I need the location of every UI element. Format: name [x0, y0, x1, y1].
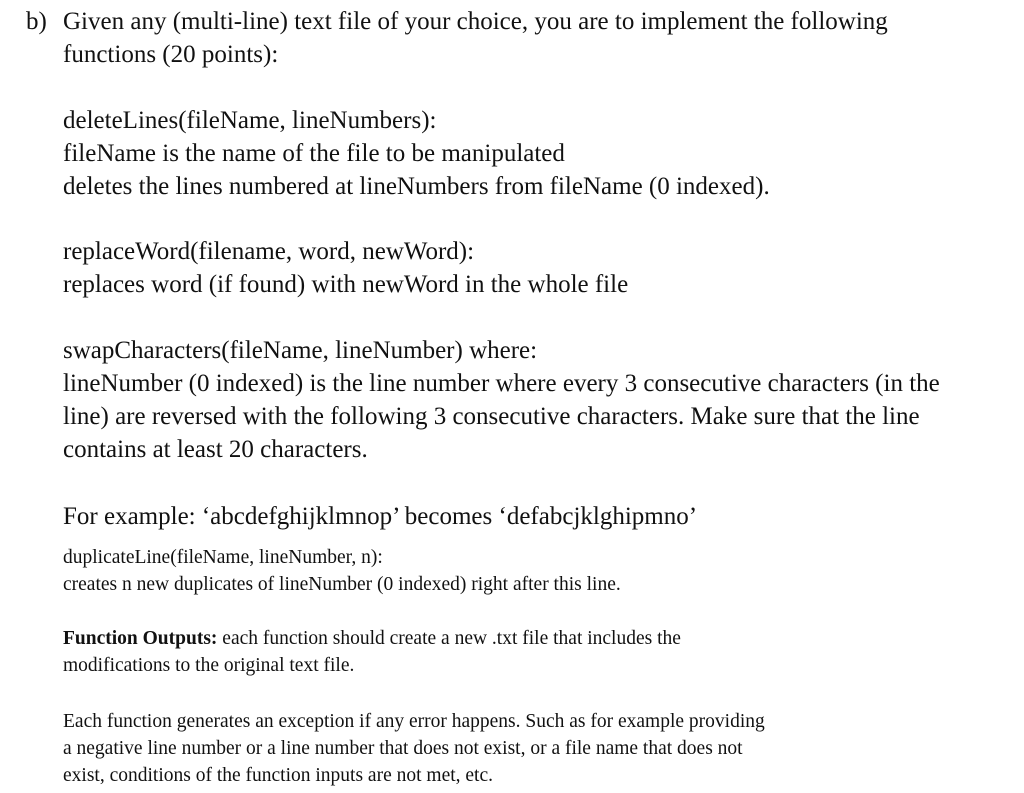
swap-characters-signature: swapCharacters(fileName, lineNumber) where:: [63, 337, 538, 364]
exceptions-line-3: exist, conditions of the function inputs are not met, etc.: [63, 765, 493, 786]
question-label: b): [26, 8, 47, 35]
swap-characters-example: For example: ‘abcdefghijklmnop’ becomes ‘defabcjklghipmno’: [63, 503, 698, 530]
replace-word-desc-1: replaces word (if found) with newWord in the whole file: [63, 271, 629, 298]
intro-line-1: Given any (multi-line) text file of your choice, you are to implement the following: [63, 8, 888, 35]
duplicate-line-signature: duplicateLine(fileName, lineNumber, n):: [63, 547, 383, 568]
swap-characters-desc-1: lineNumber (0 indexed) is the line number where every 3 consecutive characters (in the: [63, 370, 940, 397]
function-outputs-label: Function Outputs:: [63, 628, 218, 649]
function-outputs-text: each function should create a new .txt file that includes the: [217, 628, 681, 649]
swap-characters-desc-2: line) are reversed with the following 3 consecutive characters. Make sure that the line: [63, 403, 920, 430]
exceptions-line-2: a negative line number or a line number that does not exist, or a file name that does not: [63, 738, 743, 759]
intro-line-2: functions (20 points):: [63, 41, 279, 68]
swap-characters-desc-3: contains at least 20 characters.: [63, 436, 368, 463]
delete-lines-signature: deleteLines(fileName, lineNumbers):: [63, 107, 437, 134]
function-outputs-line-1: [63, 628, 681, 650]
replace-word-signature: replaceWord(filename, word, newWord):: [63, 238, 475, 265]
delete-lines-desc-1: fileName is the name of the file to be manipulated: [63, 140, 565, 167]
exceptions-line-1: Each function generates an exception if any error happens. Such as for example providing: [63, 711, 765, 732]
delete-lines-desc-2: deletes the lines numbered at lineNumbers from fileName (0 indexed).: [63, 173, 770, 200]
function-outputs-line-2: modifications to the original text file.: [63, 655, 355, 676]
duplicate-line-desc-1: creates n new duplicates of lineNumber (0 indexed) right after this line.: [63, 574, 621, 595]
